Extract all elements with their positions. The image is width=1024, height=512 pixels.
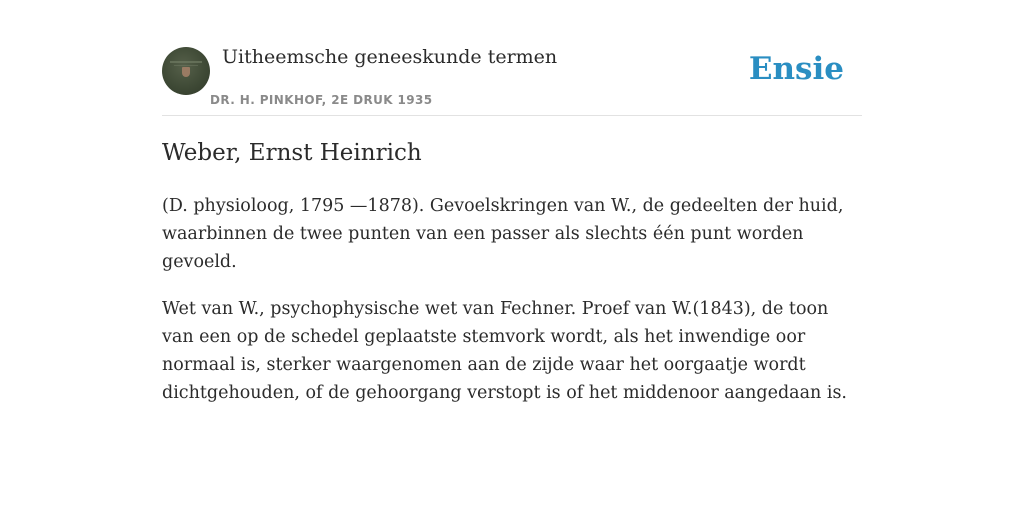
cover-band-decoration — [170, 61, 202, 63]
page — [162, 0, 862, 403]
book-cover-icon[interactable] — [162, 47, 210, 95]
book-source: DR. H. PINKHOF, 2E DRUK 1935 — [210, 93, 433, 107]
brand-logo-link[interactable]: Ensie — [748, 51, 844, 87]
entry-title: Weber, Ernst Heinrich — [162, 140, 422, 166]
header — [162, 0, 862, 116]
entry-paragraph: Wet van W., psychophysische wet van Fechner. Proef van W.(1843), de toon van een op de schedel geplaatste stemvork wordt, als het inwendige oor normaal is, sterker waargenomen aan de zijde waar het oorgaatje wordt dichtgehouden, of de gehoorgang verstopt is of het middenoor aangedaan is. — [162, 299, 847, 403]
cover-crest-icon — [182, 67, 190, 77]
book-title-link[interactable]: Uitheemsche geneeskunde termen — [222, 46, 558, 68]
entry-body — [162, 192, 862, 426]
entry-paragraph: (D. physioloog, 1795 —1878). Gevoelskringen van W., de gedeelten der huid, waarbinnen de twee punten van een passer als slechts één punt worden gevoeld. — [162, 196, 844, 272]
cover-band-decoration — [174, 65, 198, 66]
